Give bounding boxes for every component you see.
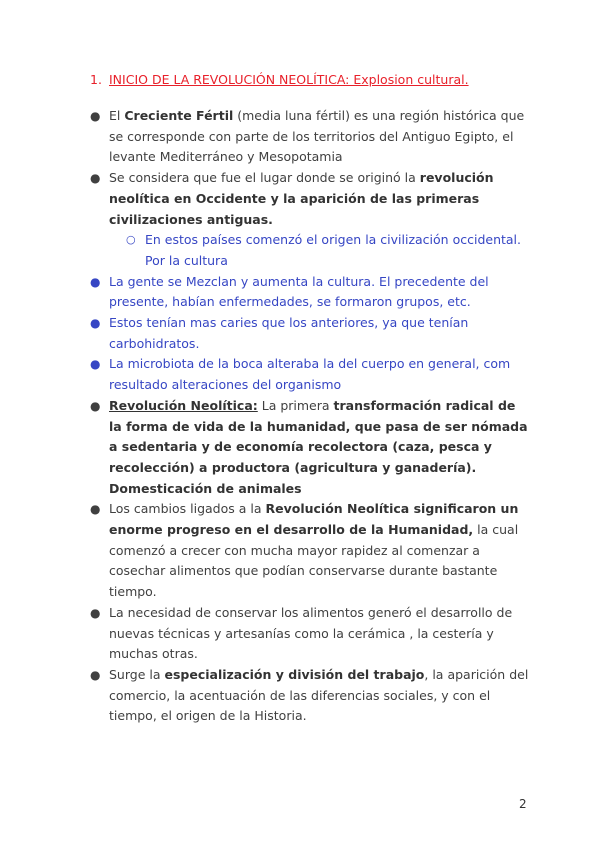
page-number: 2 [519, 797, 527, 811]
heading-number: 1. [90, 72, 102, 87]
bullet-icon: ● [90, 274, 101, 289]
sub-list-item: ○ En estos países comenzó el origen la civilización occidental. Por la cultura [126, 232, 521, 268]
bullet-icon: ● [90, 316, 101, 331]
bullet-icon: ● [90, 667, 101, 682]
list-item: ● Los cambios ligados a la Revolución Neolítica significaron un enorme progreso en el desarrollo de la Humanidad, la cual comenzó a crecer con mucha mayor rapidez al comenzar a cosechar alimentos que podían conservarse durante bastante tiempo. [90, 501, 519, 600]
term-label: Revolución Neolítica: [109, 397, 258, 413]
bullet-icon: ● [90, 357, 101, 372]
bullet-list [90, 106, 530, 727]
list-item: ● La microbiota de la boca alteraba la del cuerpo en general, com resultado alteraciones del organismo [90, 356, 511, 393]
bullet-icon: ● [90, 109, 101, 123]
list-item: ● Revolución Neolítica: La primera transformación radical de la forma de vida de la humanidad, que pasa de ser nómada a sedentaria y de economía recolectora (caza, pesca y recolección) a productora (agricultura y ganadería). Domesticación de animales [90, 397, 528, 496]
hollow-bullet-icon: ○ [126, 233, 136, 247]
section-heading [90, 72, 469, 88]
list-item: ● La necesidad de conservar los alimentos generó el desarrollo de nuevas técnicas y artesanías como la cerámica , la cestería y muchas otras. [90, 604, 513, 662]
bullet-icon: ● [90, 605, 101, 620]
list-item: ● La gente se Mezclan y aumenta la cultura. El precedente del presente, habían enfermedades, se formaron grupos, etc. [90, 273, 489, 310]
bullet-icon: ● [90, 502, 101, 517]
list-item: ● El Creciente Fértil (media luna fértil) es una región histórica que se corresponde con parte de los territorios del Antiguo Egipto, el levante Mediterráneo y Mesopotamia [90, 108, 525, 165]
list-item: ● Surge la especialización y división del trabajo, la aparición del comercio, la acentuación de las diferencias sociales, y con el tiempo, el origen de la Historia. [90, 666, 529, 724]
heading-text: INICIO DE LA REVOLUCIÓN NEOLÍTICA: Explosion cultural. [109, 72, 469, 87]
bullet-icon: ● [90, 171, 101, 186]
list-item: ● Se considera que fue el lugar donde se originó la revolución neolítica en Occidente y la aparición de las primeras civilizaciones antiguas. [90, 170, 494, 227]
bullet-icon: ● [90, 398, 101, 413]
list-item: ● Estos tenían mas caries que los anteriores, ya que tenían carbohidratos. [90, 315, 469, 351]
